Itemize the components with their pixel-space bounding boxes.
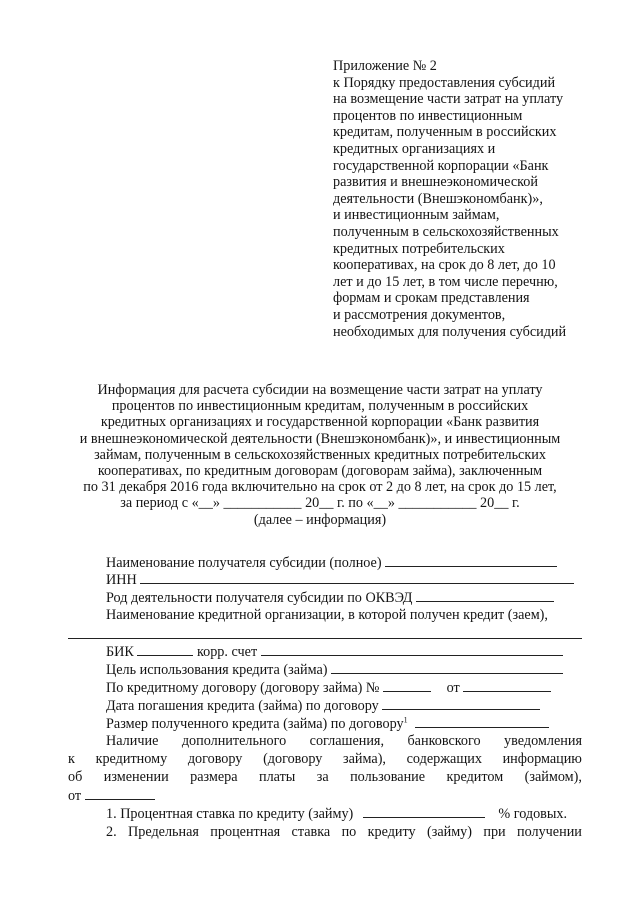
appendix-line: необходимых для получения субсидий — [333, 323, 567, 340]
activity-label: Род деятельности получателя субсидии по ОКВЭД — [106, 590, 413, 606]
title-line: кредитных организациях и государственной корпорации «Банк развития — [100, 414, 540, 431]
period-line: за период с «__» ___________ 20__ г. по «__» ___________ 20__ г. — [120, 495, 520, 512]
purpose-label: Цель использования кредита (займа) — [106, 662, 328, 678]
agreement-line-2 — [68, 750, 582, 768]
item1-row — [106, 804, 567, 822]
word: при — [483, 824, 506, 840]
bik-field[interactable] — [137, 642, 193, 656]
repayment-label: Дата погашения кредита (займа) по договору — [106, 698, 379, 714]
agreement-from-label: от — [68, 788, 82, 804]
appendix-line: формам и срокам представления — [333, 290, 530, 307]
word: к — [68, 751, 75, 767]
word: процентная — [210, 824, 281, 840]
inn-row — [106, 570, 574, 588]
title-line: по 31 декабря 2016 года включительно на срок от 2 до 8 лет, на срок до 15 лет, — [83, 479, 557, 496]
word: за — [316, 769, 329, 785]
agreement-from-row — [68, 786, 155, 804]
bik-row — [106, 642, 563, 660]
word: изменении — [103, 769, 169, 785]
appendix-line: на возмещение части затрат на уплату — [333, 91, 564, 108]
recipient-name-field[interactable] — [385, 553, 557, 567]
word: платы — [259, 769, 296, 785]
word: размера — [190, 769, 238, 785]
contract-date-field[interactable] — [463, 678, 551, 692]
amount-field[interactable] — [415, 714, 549, 728]
appendix-line: кооперативах, на срок до 8 лет, до 10 — [333, 257, 556, 274]
activity-field[interactable] — [416, 588, 554, 602]
item1-label: 1. Процентная ставка по кредиту (займу) — [106, 806, 354, 822]
word: 2. — [106, 824, 117, 840]
word: договору — [187, 751, 243, 767]
appendix-line: полученным в сельскохозяйственных — [333, 223, 559, 240]
activity-row — [106, 588, 554, 606]
word: Предельная — [128, 824, 199, 840]
word: получении — [517, 824, 582, 840]
contract-label: По кредитному договору (договору займа) № — [106, 680, 380, 696]
appendix-line: кредитных потребительских — [333, 240, 505, 257]
amount-label: Размер полученного кредита (займа) по договору — [106, 716, 404, 732]
amount-row — [106, 714, 549, 732]
appendix-line: Приложение № 2 — [333, 58, 437, 74]
word: Наличие — [106, 733, 159, 749]
word: соглашения, — [309, 733, 385, 749]
appendix-line: развития и внешнеэкономической — [333, 174, 538, 191]
bank-name-label: Наименование кредитной организации, в которой получен кредит (заем), — [106, 607, 548, 623]
document-title — [40, 382, 600, 528]
word: дополнительного — [181, 733, 287, 749]
corr-account-label: корр. счет — [196, 644, 258, 660]
word: (займу) — [426, 824, 472, 840]
corr-account-field[interactable] — [261, 642, 563, 656]
interest-rate-field[interactable] — [363, 804, 485, 818]
item1-suffix: % годовых. — [498, 806, 568, 822]
word: об — [68, 769, 83, 785]
purpose-field[interactable] — [331, 660, 563, 674]
recipient-name-row — [106, 553, 557, 571]
word: кредиту — [367, 824, 416, 840]
appendix-line: деятельности (Внешэкономбанк)», — [333, 190, 543, 207]
contract-from-label: от — [446, 680, 460, 696]
inn-label: ИНН — [106, 572, 137, 588]
item2-line — [106, 823, 582, 841]
title-line: Информация для расчета субсидии на возмещение части затрат на уплату — [97, 382, 543, 398]
repayment-field[interactable] — [382, 696, 540, 710]
agreement-date-field[interactable] — [85, 786, 155, 800]
title-line: займам, полученным в сельскохозяйственных кредитных потребительских — [94, 446, 546, 463]
bik-label: БИК — [106, 644, 134, 660]
word: кредитом — [446, 769, 504, 785]
word: банковского — [407, 733, 481, 749]
word: займа), — [343, 751, 386, 767]
agreement-line-3 — [68, 768, 582, 786]
word: кредитному — [95, 751, 168, 767]
bank-name-field[interactable] — [68, 638, 582, 639]
title-note: (далее – информация) — [253, 511, 387, 528]
title-line: и внешнеэкономической деятельности (Внешэкономбанк)», и инвестиционным — [79, 430, 561, 447]
appendix-header — [333, 58, 605, 340]
word: информацию — [502, 751, 582, 767]
contract-row — [106, 678, 551, 696]
appendix-line: и рассмотрения документов, — [333, 306, 506, 323]
purpose-row — [106, 660, 563, 678]
appendix-line: лет и до 15 лет, в том числе перечню, — [333, 273, 558, 290]
contract-number-field[interactable] — [383, 678, 431, 692]
title-line: кооперативах, по кредитным договорам (договорам займа), заключенным — [97, 463, 543, 480]
appendix-line: и инвестиционным займам, — [333, 207, 500, 224]
footnote-marker: 1 — [403, 715, 408, 725]
appendix-line: кредитам, полученным в российских — [333, 124, 557, 141]
agreement-line-1 — [106, 732, 582, 750]
word: содержащих — [406, 751, 482, 767]
word: (займом), — [524, 769, 582, 785]
appendix-line: процентов по инвестиционным — [333, 107, 523, 124]
recipient-name-label: Наименование получателя субсидии (полное) — [106, 555, 382, 571]
appendix-line: к Порядку предоставления субсидий — [333, 74, 556, 91]
word: пользование — [350, 769, 426, 785]
appendix-line: государственной корпорации «Банк — [333, 157, 549, 174]
appendix-line: кредитных организациях и — [333, 140, 496, 157]
word: по — [341, 824, 357, 840]
bank-name-row — [106, 606, 548, 624]
word: уведомления — [504, 733, 582, 749]
inn-field[interactable] — [140, 570, 574, 584]
repayment-row — [106, 696, 540, 714]
word: ставка — [291, 824, 331, 840]
title-line: процентов по инвестиционным кредитам, полученным в российских — [111, 398, 529, 415]
word: (договору — [263, 751, 323, 767]
